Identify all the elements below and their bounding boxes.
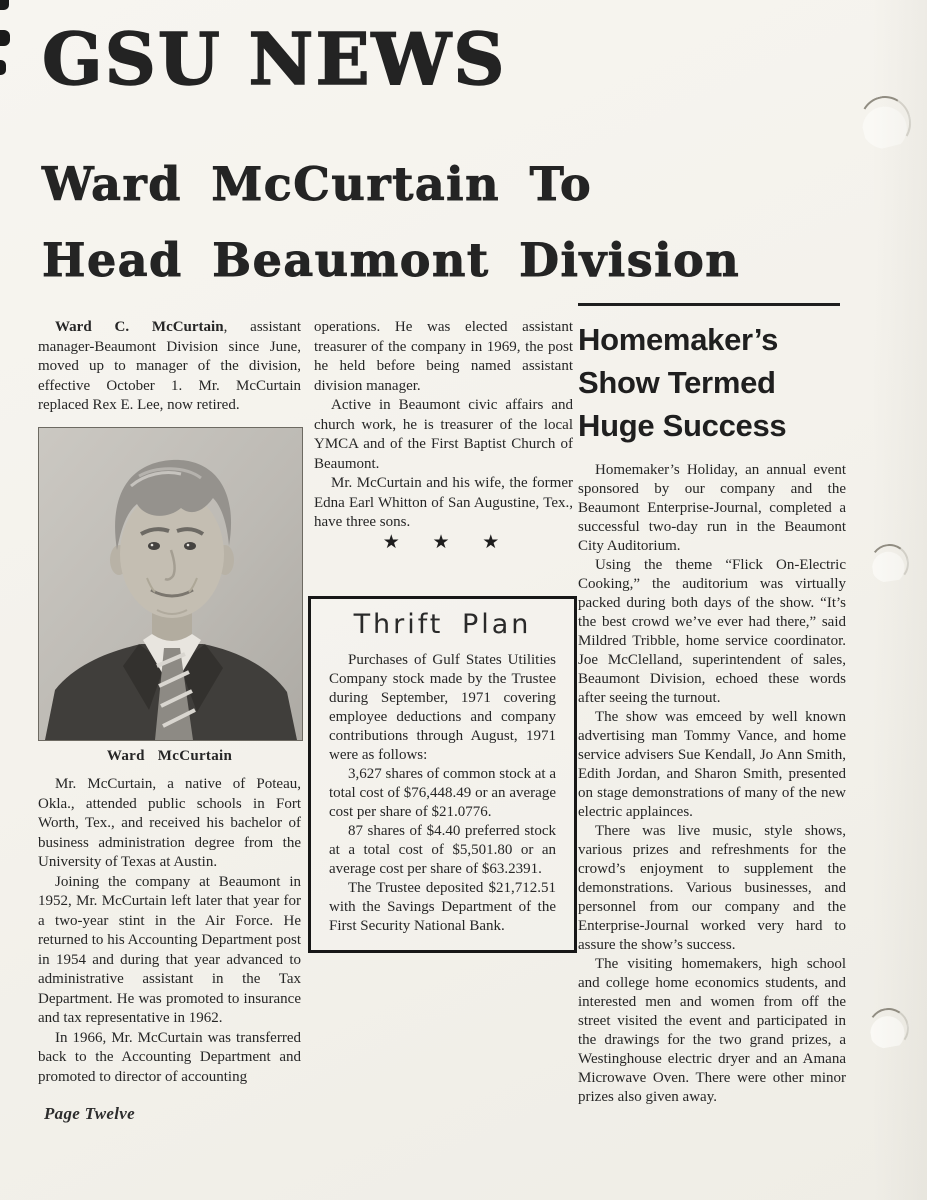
page-number-label: Page Twelve	[44, 1104, 135, 1123]
headline-rule	[578, 303, 840, 306]
hole-punch	[867, 541, 911, 585]
body-paragraph: The show was emceed by well known advertising man Tommy Vance, and home service advisers Sue Kendall, Jo Ann Smith, Edith Jordan, and Sharon Smith, presented on stage demonstrations of many of the new electric applainces.	[578, 709, 846, 820]
column-2	[314, 318, 573, 953]
thrift-plan-title: Thrift Plan	[353, 609, 532, 640]
body-paragraph: Joining the company at Beaumont in 1952, Mr. McCurtain left later that year for a two-year stint in the Air Force. He returned to his Accounting Department post in 1954 and during that year advanced to administrative assistant in the Tax Department. He was promoted to insurance and tax representative in 1962.	[38, 873, 301, 1026]
body-paragraph	[38, 318, 301, 416]
ward-mccurtain-photo	[38, 427, 303, 741]
lead-article-headline	[42, 146, 740, 298]
thrift-plan-box	[308, 596, 577, 953]
body-paragraph: Active in Beaumont civic affairs and church work, he is treasurer of the local YMCA and of the First Baptist Church of Beaumont.	[314, 397, 573, 472]
masthead-title: GSU NEWS	[42, 17, 507, 101]
column-3	[578, 303, 846, 1107]
hole-punch	[865, 1005, 912, 1052]
column-1	[38, 318, 301, 1087]
body-paragraph: Homemaker’s Holiday, an annual event sponsored by our company and the Beaumont Enterprise-Journal, completed a successful two-day run in the Beaumont City Auditorium.	[578, 462, 846, 554]
body-paragraph: There was live music, style shows, various prizes and refreshments for the crowd’s enjoyment to supplement the demonstrations. Various businesses, and personnel from our company and the Enterprise-Journal worked very hard to assure the show’s success.	[578, 823, 846, 953]
body-paragraph: The visiting homemakers, high school and college home economics students, and interested men and women from off the street visited the event and participated in the drawings for the two grand prizes, a Westinghouse electric dryer and an Amana Microwave Oven. There were other minor prizes also given away.	[578, 956, 846, 1105]
headline-line-1: Ward McCurtain To	[42, 157, 593, 211]
thrift-paragraph: The Trustee deposited $21,712.51 with the Savings Department of the First Security National Bank.	[329, 879, 556, 934]
thrift-paragraph: 3,627 shares of common stock at a total cost of $76,448.49 or an average cost per share of $21.0776.	[329, 765, 556, 820]
body-paragraph: Using the theme “Flick On-Electric Cooking,” the auditorium was virtually packed during both days of the show. “It’s the best crowd we’ve ever had there,” said Mildred Tribble, home service coordinator. Joe McClelland, superintendent of sales, Beaumont Division, echoed these words after seeing the turnout.	[578, 557, 846, 706]
portrait-figure	[38, 427, 301, 767]
lead-in-name: Ward C. McCurtain	[55, 319, 224, 335]
scan-edge-mark	[0, 0, 9, 10]
paragraph-text: , assistant manager-Beaumont Division since June, moved up to manager of the division, effective October 1. Mr. McCurtain replaced Rex E. Lee, now retired.	[38, 319, 301, 413]
thrift-paragraph: 87 shares of $4.40 preferred stock at a total cost of $5,501.80 or an average cost per share of $63.2391.	[329, 822, 556, 877]
scan-edge-mark	[0, 60, 6, 75]
body-paragraph: Mr. McCurtain and his wife, the former Edna Earl Whitton of San Augustine, Tex., have three sons.	[314, 475, 573, 530]
body-paragraph: operations. He was elected assistant treasurer of the company in 1969, the post he held before being named assistant division manager.	[314, 319, 573, 394]
homemakers-headline: Homemaker’s Show Termed Huge Success	[578, 322, 787, 443]
scan-edge-mark	[0, 30, 10, 46]
stars-divider: ★ ★ ★	[382, 531, 505, 553]
photo-caption: Ward McCurtain	[106, 747, 233, 764]
thrift-paragraph: Purchases of Gulf States Utilities Company stock made by the Trustee during September, 1971 covering employee deductions and company contributions through August, 1971 were as follows:	[329, 651, 556, 763]
headline-line-2: Head Beaumont Division	[42, 233, 741, 287]
body-paragraph: Mr. McCurtain, a native of Poteau, Okla., attended public schools in Fort Worth, Tex., and received his bachelor of business administration degree from the University of Texas at Austin.	[38, 776, 301, 870]
body-paragraph: In 1966, Mr. McCurtain was transferred back to the Accounting Department and promoted to director of accounting	[38, 1029, 301, 1085]
hole-punch	[854, 91, 916, 155]
